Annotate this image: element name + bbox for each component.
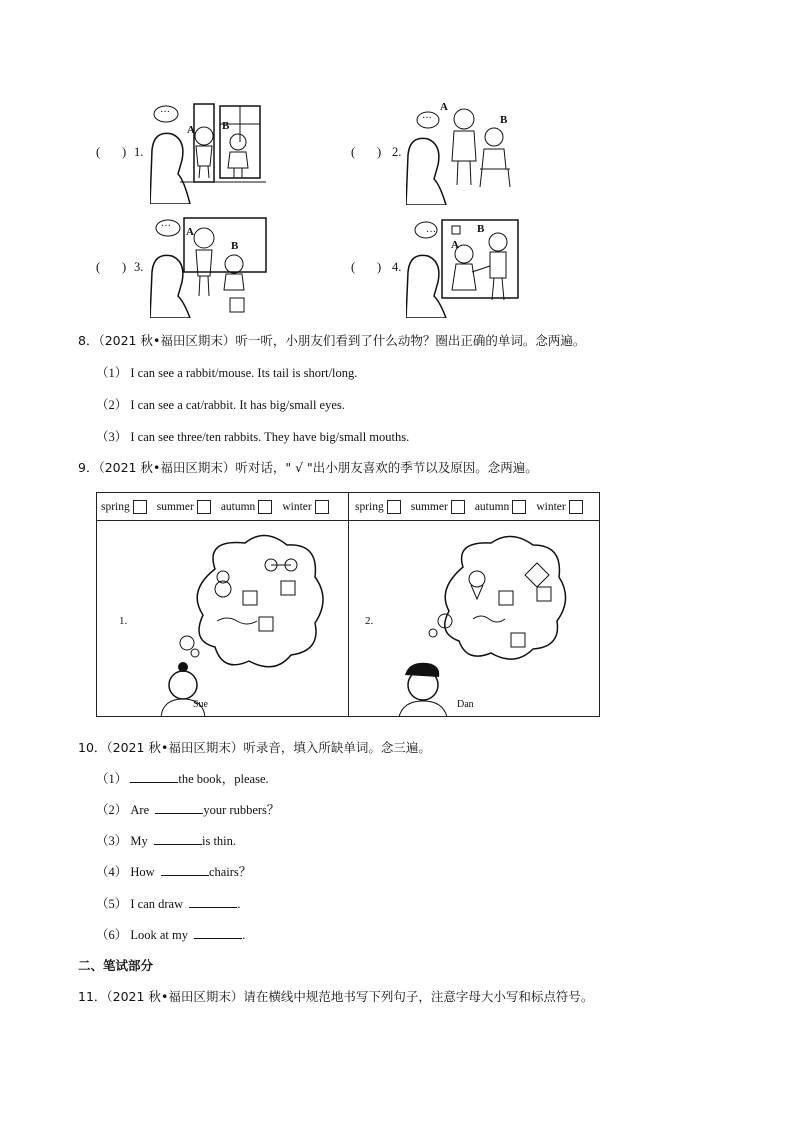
season-winter-1: winter [282, 500, 328, 514]
speech-bubble-4: … [426, 224, 436, 235]
fill-blank-2[interactable] [155, 802, 203, 814]
label-a-3: A [186, 226, 194, 238]
season-spring-2: spring [355, 500, 401, 514]
name-dan: Dan [457, 699, 474, 710]
item-number-4: 4. [392, 260, 402, 274]
checkbox-summer-2[interactable] [451, 500, 465, 514]
fill-blank-4[interactable] [161, 864, 209, 876]
checkbox-winter-2[interactable] [569, 500, 583, 514]
picture-1-illustration [150, 102, 266, 204]
fill-blank-1[interactable] [130, 771, 178, 783]
label-b-2: B [500, 114, 508, 126]
question-10-title: 10．（2021 秋•福田区期末）听录音，填入所缺单词。念三遍。 [78, 740, 431, 755]
panel-number-2: 2. [365, 615, 374, 627]
item-number-3: 3. [134, 260, 144, 274]
dan-thought-illustration [387, 533, 567, 717]
question-10-item-1: （1） the book，please. [96, 772, 269, 786]
season-table [96, 492, 600, 717]
season-summer-2: summer [411, 500, 465, 514]
panel-number-1: 1. [119, 615, 128, 627]
label-b-1: B [222, 120, 230, 132]
fill-blank-6[interactable] [194, 927, 242, 939]
question-10-item-2: （2） Are your rubbers？ [96, 803, 280, 817]
checkbox-autumn-2[interactable] [512, 500, 526, 514]
season-summer-1: summer [157, 500, 211, 514]
checkbox-spring-1[interactable] [133, 500, 147, 514]
item-number-2: 2. [392, 145, 402, 159]
season-autumn-2: autumn [475, 500, 527, 514]
checkbox-autumn-1[interactable] [258, 500, 272, 514]
label-b-4: B [477, 223, 485, 235]
season-autumn-1: autumn [221, 500, 273, 514]
picture-3-illustration [150, 216, 268, 318]
name-sue: Sue [193, 699, 208, 710]
question-10-item-3: （3） My is thin. [96, 834, 237, 848]
question-10-item-5: （5） I can draw . [96, 897, 241, 911]
checkbox-winter-1[interactable] [315, 500, 329, 514]
season-row-right [355, 493, 583, 520]
speech-bubble-3: … [161, 218, 171, 229]
checkbox-spring-2[interactable] [387, 500, 401, 514]
answer-paren-2[interactable]: ( ) [351, 145, 382, 159]
checkbox-summer-1[interactable] [197, 500, 211, 514]
question-8-item-1: （1） I can see a rabbit/mouse. Its tail is short/long. [96, 366, 358, 380]
question-10-item-4: （4） How chairs？ [96, 865, 252, 879]
answer-paren-3[interactable]: ( ) [96, 260, 127, 274]
question-9-title: 9．（2021 秋•福田区期末）听对话，" √ "出小朋友喜欢的季节以及原因。念两遍。 [78, 460, 538, 475]
answer-paren-4[interactable]: ( ) [351, 260, 382, 274]
season-row-left [101, 493, 329, 520]
speech-bubble-1: … [160, 104, 170, 115]
label-a-2: A [440, 101, 448, 113]
season-winter-2: winter [536, 500, 582, 514]
sue-thought-illustration [145, 529, 325, 717]
question-8-title: 8．（2021 秋•福田区期末）听一听，小朋友们看到了什么动物？圈出正确的单词。念两遍。 [78, 333, 586, 348]
picture-4-illustration [406, 216, 520, 318]
label-b-3: B [231, 240, 239, 252]
fill-blank-5[interactable] [189, 896, 237, 908]
label-a-1: A [187, 124, 195, 136]
item-number-1: 1. [134, 145, 144, 159]
question-8-item-3: （3） I can see three/ten rabbits. They have big/small mouths. [96, 430, 410, 444]
fill-blank-3[interactable] [154, 833, 202, 845]
label-a-4: A [451, 239, 459, 251]
question-8-item-2: （2） I can see a cat/rabbit. It has big/small eyes. [96, 398, 345, 412]
answer-paren-1[interactable]: ( ) [96, 145, 127, 159]
speech-bubble-2: … [422, 110, 432, 121]
question-11-title: 11．（2021 秋•福田区期末）请在横线中规范地书写下列句子，注意字母大小写和标点符号。 [78, 989, 594, 1004]
question-10-item-6: （6） Look at my . [96, 928, 246, 942]
season-spring-1: spring [101, 500, 147, 514]
section-2-title: 二、笔试部分 [78, 958, 154, 973]
